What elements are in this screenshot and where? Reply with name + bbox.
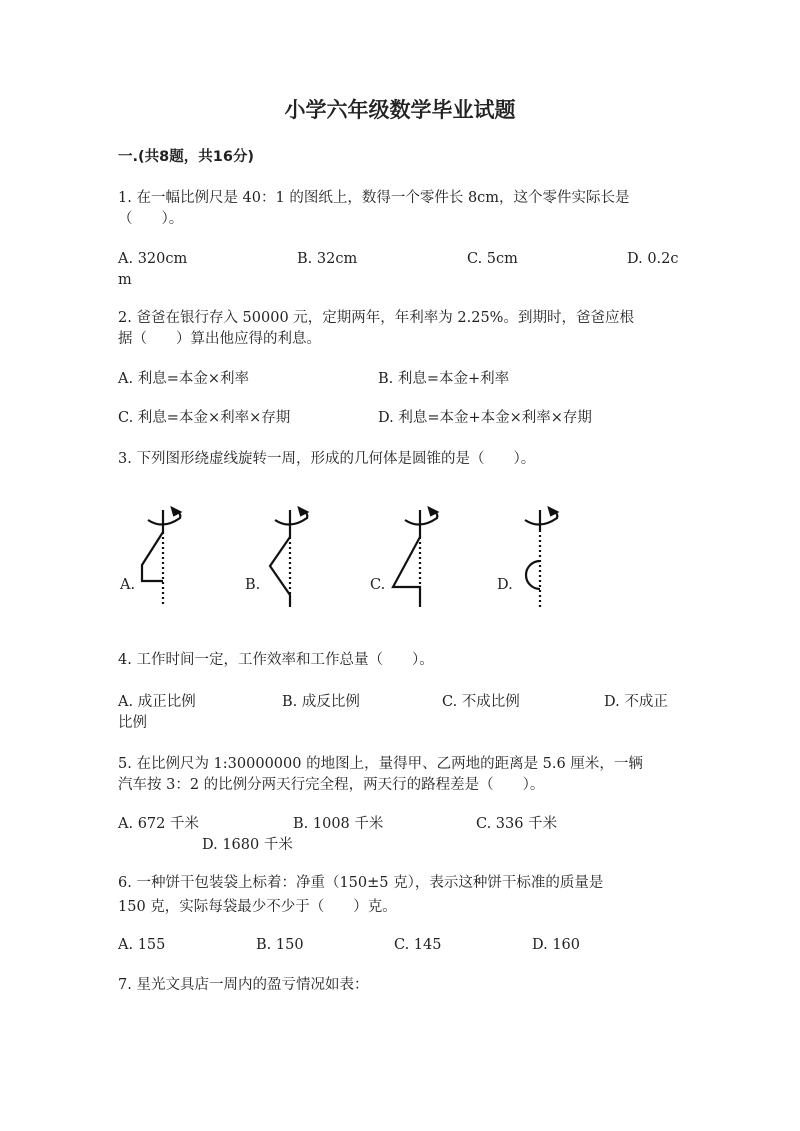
question-5-text: 5. 在比例尺为 1:30000000 的地图上，量得甲、乙两地的距离是 5.6 厘米，一辆: [118, 756, 643, 772]
option-d-cont: 比例: [118, 715, 147, 731]
question-1-text-cont: （ ）。: [118, 211, 184, 227]
figure-d: [525, 508, 557, 607]
question-7-text: 7. 星光文具店一周内的盈亏情况如表：: [118, 977, 369, 993]
option-b: B.: [245, 577, 261, 593]
option-c: C.: [370, 577, 386, 593]
question-1-text: 1. 在一幅比例尺是 40：1 的图纸上，数得一个零件长 8cm，这个零件实际长是: [118, 190, 630, 206]
option-d: D. 利息=本金+本金×利率×存期: [378, 410, 592, 426]
option-d-cont: m: [118, 272, 132, 288]
option-d: D. 0.2c: [627, 251, 679, 267]
section-heading: 一.(共8题，共16分): [118, 149, 255, 165]
option-a: A. 成正比例: [118, 694, 196, 710]
option-d: D. 不成正: [604, 694, 668, 710]
question-6-text-cont: 150 克，实际每袋最少不少于（ ）克。: [118, 899, 397, 915]
figure-b: [270, 508, 307, 607]
figure-c: [393, 508, 437, 607]
option-b: B. 成反比例: [282, 694, 360, 710]
option-a: A.: [120, 577, 136, 593]
option-a: A. 320cm: [118, 251, 188, 267]
option-c: C. 5cm: [467, 251, 518, 267]
option-b: B. 利息=本金+利率: [378, 371, 510, 387]
option-d: D. 160: [532, 937, 581, 953]
option-b: B. 1008 千米: [293, 816, 384, 832]
question-5-text-cont: 汽车按 3：2 的比例分两天行完全程，两天行的路程差是（ ）。: [118, 777, 545, 793]
option-d: D. 1680 千米: [202, 837, 293, 853]
question-3-text: 3. 下列图形绕虚线旋转一周，形成的几何体是圆锥的是（ ）。: [118, 451, 536, 467]
option-c: C. 不成比例: [442, 694, 520, 710]
option-c: C. 145: [394, 937, 442, 953]
question-6-text: 6. 一种饼干包装袋上标着：净重（150±5 克），表示这种饼干标准的质量是: [118, 875, 604, 891]
option-b: B. 150: [256, 937, 304, 953]
option-b: B. 32cm: [297, 251, 358, 267]
question-4-text: 4. 工作时间一定，工作效率和工作总量（ ）。: [118, 652, 434, 668]
option-a: A. 利息=本金×利率: [118, 371, 249, 387]
option-c: C. 利息=本金×利率×存期: [118, 410, 291, 426]
page-title: 小学六年级数学毕业试题: [284, 98, 516, 122]
question-2-text: 2. 爸爸在银行存入 50000 元，定期两年，年利率为 2.25%。到期时，爸爸应根: [118, 310, 634, 326]
question-2-text-cont: 据（ ）算出他应得的利息。: [118, 331, 321, 347]
figure-a: [142, 508, 180, 605]
option-d: D.: [497, 577, 513, 593]
option-a: A. 155: [118, 937, 166, 953]
option-c: C. 336 千米: [476, 816, 558, 832]
option-a: A. 672 千米: [118, 816, 199, 832]
